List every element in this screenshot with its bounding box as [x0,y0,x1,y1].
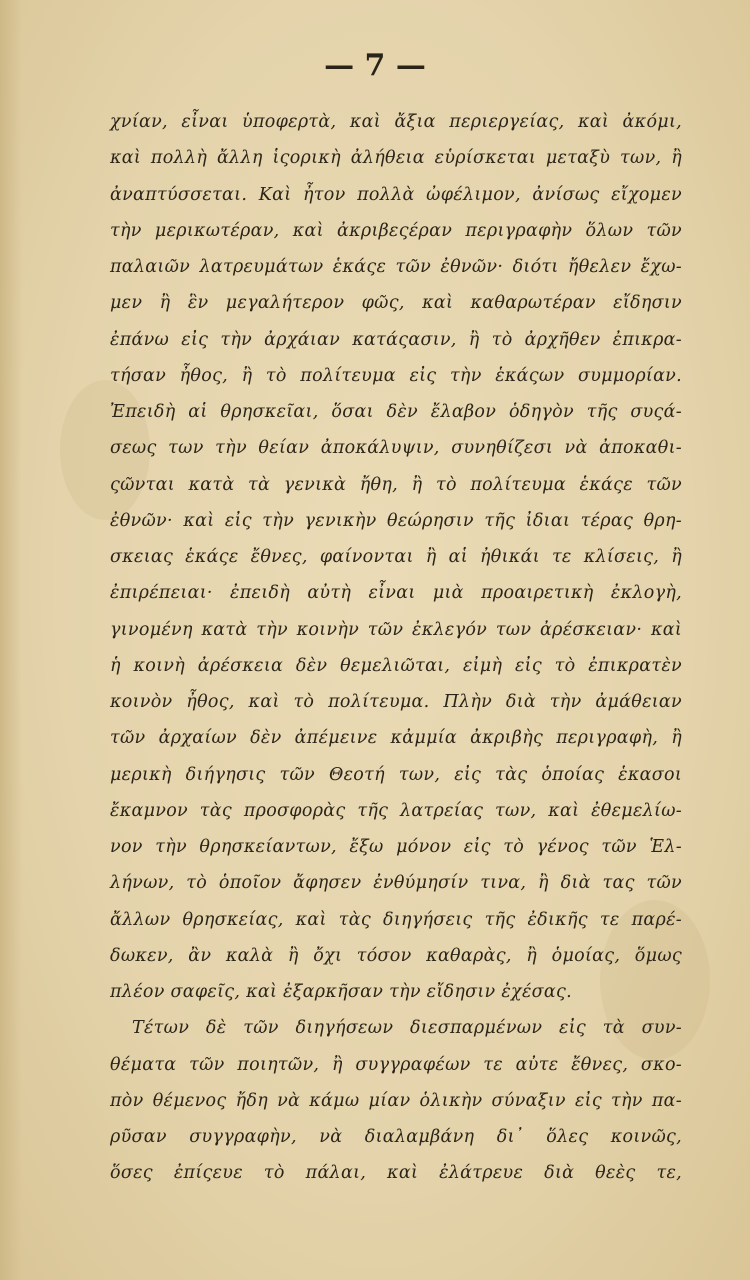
text-line: νον τὴν θρησκείαντων, ἔξω μόνον εἰς τὸ γένος τῶν Ἑλ- [110,837,682,857]
text-line: ἀναπτύσσεται. Καὶ ἦτον πολλὰ ὠφέλιμον, ἀνίσως εἴχομεν [110,184,682,205]
text-line: ἐπιρέπειαι· ἐπειδὴ αὐτὴ εἶναι μιὰ προαιρετικὴ ἐκλογὴ, [110,583,682,604]
text-line: πὸν θέμενος ἤδη νὰ κάμω μίαν ὁλικὴν σύναξιν εἰς τὴν πα- [110,1090,682,1111]
text-line: λήνων, τὸ ὁποῖον ἄφησεν ἐνθύμησίν τινα, ἢ διὰ τας τῶν [110,873,682,894]
text-line: δωκεν, ἂν καλὰ ἢ ὄχι τόσον καθαρὰς, ἢ ὁμοίας, ὅμως [110,945,682,966]
text-line: ἡ κοινὴ ἀρέσκεια δὲν θεμελιῶται, εἰμὴ εἰς τὸ ἐπικρατὲν [110,655,682,676]
text-line: ἐπάνω εἰς τὴν ἀρχάιαν κατάςασιν, ἢ τὸ ἀρχῆθεν ἐπικρα- [110,329,682,350]
text-line: σεως των τὴν θείαν ἀποκάλυψιν, συνηθίζεσι νὰ ἀποκαθι- [110,438,682,459]
text-line: ρῦσαν συγγραφὴν, νὰ διαλαμβάνη δι᾽ ὅλες κοινῶς, [110,1127,682,1147]
text-line: τὴν μερικωτέραν, καὶ ἀκριβεςέραν περιγραφὴν ὅλων τῶν [110,220,682,241]
page-number: — 7 — [324,48,426,83]
text-line: μερικὴ διήγησις τῶν Θεοτή των, εἰς τὰς ὁποίας ἑκασοι [110,764,682,785]
text-line: παλαιῶν λατρευμάτων ἑκάςε τῶν ἐθνῶν· διότι ἤθελεν ἔχω- [110,257,682,277]
text-line: ςῶνται κατὰ τὰ γενικὰ ἤθη, ἢ τὸ πολίτευμα ἑκάςε τῶν [110,474,682,495]
text-line: τήσαν ἦθος, ἢ τὸ πολίτευμα εἰς τὴν ἑκάςων συμμορίαν. [110,365,682,386]
text-line: κοινὸν ἦθος, καὶ τὸ πολίτευμα. Πλὴν διὰ τὴν ἀμάθειαν [110,692,682,712]
text-line: πλέον σαφεῖς, καὶ ἐξαρκῆσαν τὴν εἴδησιν ἐχέσας. [110,982,572,1002]
text-line: σκειας ἑκάςε ἔθνες, φαίνονται ἢ αἱ ἠθικάι τε κλίσεις, ἢ [110,547,682,567]
text-line: καὶ πολλὴ ἄλλη ἱςορικὴ ἀλήθεια εὑρίσκεται μεταξὺ των, ἢ [110,148,682,169]
text-line: θέματα τῶν ποιητῶν, ἢ συγγραφέων τε αὐτε ἔθνες, σκο- [110,1054,682,1075]
text-line: χνίαν, εἶναι ὑποφερτὰ, καὶ ἄξια περιεργείας, καὶ ἀκόμι, [110,112,682,132]
text-line: Ἐπειδὴ αἱ θρησκεῖαι, ὅσαι δὲν ἔλαβον ὁδηγὸν τῆς συςά- [110,402,682,422]
text-line: τῶν ἀρχαίων δὲν ἀπέμεινε κἀμμία ἀκριβὴς περιγραφὴ, ἢ [110,728,682,749]
text-line: μεν ἢ ἓν μεγαλήτερον φῶς, καὶ καθαρωτέραν εἴδησιν [110,293,682,314]
body-text [110,104,682,1192]
text-line: γινομένη κατὰ τὴν κοινὴν τῶν ἐκλεγόν των ἀρέσκειαν· καὶ [110,619,682,640]
page-edge-shadow [0,0,22,1280]
text-line: ἐθνῶν· καὶ εἰς τὴν γενικὴν θεώρησιν τῆς ἰδιαι τέρας θρη- [110,510,682,531]
text-line: Τέτων δὲ τῶν διηγήσεων διεσπαρμένων εἰς τὰ συν- [132,1018,682,1039]
text-line: ὅσες ἐπίςευε τὸ πάλαι, καὶ ἐλάτρευε διὰ θεὲς τε, [110,1163,682,1184]
text-line: ἔκαμνον τὰς προσφορὰς τῆς λατρείας των, καὶ ἐθεμελίω- [110,800,682,821]
text-line: ἄλλων θρησκείας, καὶ τὰς διηγήσεις τῆς ἐδικῆς τε παρέ- [110,909,682,930]
